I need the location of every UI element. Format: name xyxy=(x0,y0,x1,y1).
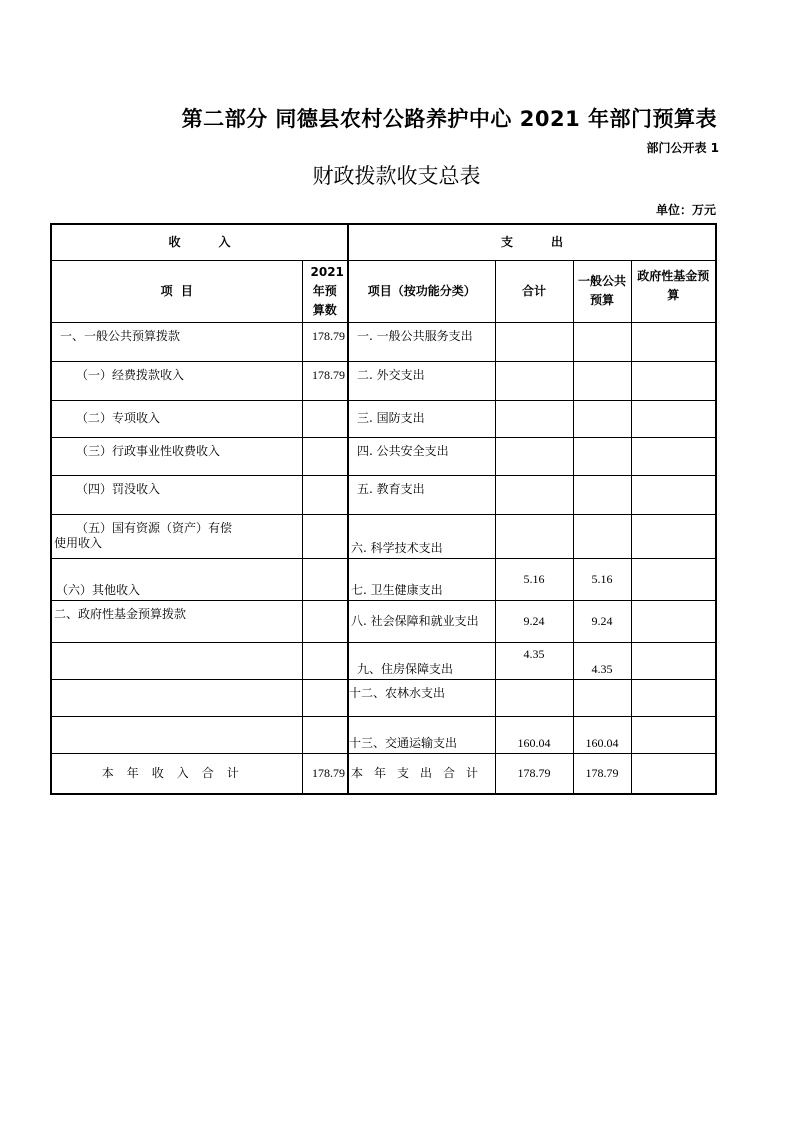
income-header: 收入 xyxy=(51,224,348,260)
expense-total xyxy=(495,322,573,361)
expense-general: 4.35 xyxy=(573,642,631,679)
income-item: 二、政府性基金预算拨款 xyxy=(51,600,302,642)
table-row xyxy=(51,642,716,679)
income-item xyxy=(51,716,302,753)
table-subtitle: 财政拨款收支总表 xyxy=(312,164,481,188)
income-item xyxy=(51,679,302,716)
document-number: 部门公开表 1 xyxy=(646,141,719,155)
income-item: 一、一般公共预算拨款 xyxy=(51,322,302,361)
expense-total: 160.04 xyxy=(495,716,573,753)
expense-item: 四. 公共安全支出 xyxy=(348,437,495,475)
expense-general: 160.04 xyxy=(573,716,631,753)
income-amount xyxy=(302,558,348,600)
expense-fund xyxy=(631,642,716,679)
expense-total xyxy=(495,437,573,475)
income-amount xyxy=(302,679,348,716)
page-title: 第二部分 同德县农村公路养护中心 2021 年部门预算表 xyxy=(181,107,717,131)
income-item: （二）专项收入 xyxy=(51,400,302,437)
income-item xyxy=(51,514,302,558)
expense-general xyxy=(573,437,631,475)
income-amount xyxy=(302,400,348,437)
expense-fund xyxy=(631,679,716,716)
expense-item: 六. 科学技术支出 xyxy=(348,514,495,558)
income-amount xyxy=(302,437,348,475)
column-header-row xyxy=(51,260,716,322)
table-row xyxy=(51,679,716,716)
income-item xyxy=(51,642,302,679)
table-row xyxy=(51,716,716,753)
expense-total xyxy=(495,400,573,437)
income-amount xyxy=(302,716,348,753)
expense-total-label: 本年支出合计 xyxy=(348,753,495,794)
table-row xyxy=(51,437,716,475)
expense-item: 九、住房保障支出 xyxy=(348,642,495,679)
expense-total xyxy=(495,475,573,514)
expense-general xyxy=(573,400,631,437)
table-row xyxy=(51,558,716,600)
income-amount xyxy=(302,642,348,679)
table-row xyxy=(51,475,716,514)
expense-fund xyxy=(631,322,716,361)
expense-total: 5.16 xyxy=(495,558,573,600)
expense-general xyxy=(573,679,631,716)
col-func-item-header: 项目（按功能分类） xyxy=(348,260,495,322)
expense-fund xyxy=(631,437,716,475)
table-row xyxy=(51,600,716,642)
income-item-line1: （五）国有资源（资产）有偿 xyxy=(76,521,233,535)
income-item: （四）罚没收入 xyxy=(51,475,302,514)
expense-fund xyxy=(631,600,716,642)
income-amount: 178.79 xyxy=(302,361,348,400)
expense-total xyxy=(495,361,573,400)
income-item: （六）其他收入 xyxy=(51,558,302,600)
expense-total xyxy=(495,679,573,716)
total-row xyxy=(51,753,716,794)
income-amount xyxy=(302,475,348,514)
income-item-line2: 使用收入 xyxy=(54,536,103,550)
income-item: （一）经费拨款收入 xyxy=(51,361,302,400)
section-header-row xyxy=(51,224,716,260)
income-item: （三）行政事业性收费收入 xyxy=(51,437,302,475)
expense-fund-sum xyxy=(631,753,716,794)
expense-fund xyxy=(631,558,716,600)
table-row xyxy=(51,514,716,558)
expense-fund xyxy=(631,716,716,753)
income-total-amount: 178.79 xyxy=(302,753,348,794)
expense-item: 十二、农林水支出 xyxy=(348,679,495,716)
expense-general: 5.16 xyxy=(573,558,631,600)
table-row xyxy=(51,400,716,437)
expense-general-sum: 178.79 xyxy=(573,753,631,794)
income-amount xyxy=(302,600,348,642)
table-row xyxy=(51,322,716,361)
income-total-label: 本年收入合计 xyxy=(51,753,302,794)
col-item-header: 项 目 xyxy=(51,260,302,322)
expense-fund xyxy=(631,475,716,514)
expense-item: 五. 教育支出 xyxy=(348,475,495,514)
expense-item: 七. 卫生健康支出 xyxy=(348,558,495,600)
expense-total: 9.24 xyxy=(495,600,573,642)
expense-item: 一. 一般公共服务支出 xyxy=(348,322,495,361)
col-fund-header: 政府性基金预算 xyxy=(631,260,716,322)
expense-general xyxy=(573,361,631,400)
expense-fund xyxy=(631,514,716,558)
col-total-header: 合计 xyxy=(495,260,573,322)
expense-general xyxy=(573,322,631,361)
expense-general xyxy=(573,475,631,514)
table-row xyxy=(51,361,716,400)
income-amount xyxy=(302,514,348,558)
income-amount: 178.79 xyxy=(302,322,348,361)
expense-total: 4.35 xyxy=(495,642,573,679)
col-budget-2021-header: 2021年预算数 xyxy=(302,260,348,322)
expense-header: 支出 xyxy=(348,224,716,260)
col-general-header: 一般公共预算 xyxy=(573,260,631,322)
expense-general xyxy=(573,514,631,558)
expense-fund xyxy=(631,361,716,400)
expense-total xyxy=(495,514,573,558)
expense-item: 二. 外交支出 xyxy=(348,361,495,400)
expense-item: 十三、交通运输支出 xyxy=(348,716,495,753)
expense-fund xyxy=(631,400,716,437)
expense-general: 9.24 xyxy=(573,600,631,642)
budget-summary-table xyxy=(50,223,717,795)
expense-item: 八. 社会保障和就业支出 xyxy=(348,600,495,642)
unit-label: 单位：万元 xyxy=(655,203,716,217)
expense-total-sum: 178.79 xyxy=(495,753,573,794)
expense-item: 三. 国防支出 xyxy=(348,400,495,437)
